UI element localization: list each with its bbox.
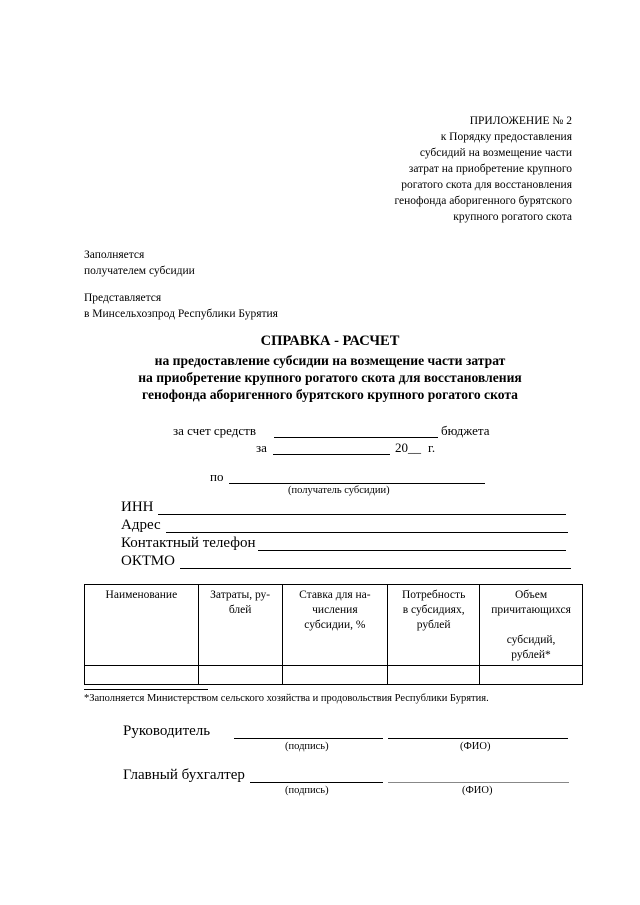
column-header-amount: Объем причитающихся субсидий, рублей* [480,585,583,666]
period-year-suffix: г. [428,440,436,455]
appendix-line: ПРИЛОЖЕНИЕ № 2 [469,115,572,127]
head-signature-caption: (подпись) [285,741,329,752]
document-title: СПРАВКА - РАСЧЕТ [260,333,400,349]
filled-by-note [84,247,195,279]
table-header-row [85,585,583,666]
submitted-to-line1: Представляется [84,292,162,304]
table-cell-costs[interactable] [198,666,282,685]
appendix-line: крупного рогатого скота [453,211,572,223]
table-row [85,666,583,685]
column-header-need: Потребность в субсидиях, рублей [388,585,480,666]
period-field[interactable] [273,454,390,455]
recipient-caption: (получатель субсидии) [288,485,390,496]
accountant-signature-caption: (подпись) [285,785,329,796]
accountant-name-caption: (ФИО) [462,785,493,796]
document-subtitle [60,352,600,403]
oktmo-label: ОКТМО [121,553,175,569]
submitted-to-note [84,290,278,322]
table-cell-name[interactable] [85,666,199,685]
phone-field[interactable] [258,550,566,551]
head-name-field[interactable] [388,738,568,739]
funding-suffix: бюджета [441,423,490,438]
subtitle-line1: на предоставление субсидии на возмещение части затрат [154,353,506,368]
column-header-rate: Ставка для на- числения субсидии, % [282,585,388,666]
address-field[interactable] [166,532,568,533]
column-header-name: Наименование [85,585,199,666]
table-cell-need[interactable] [388,666,480,685]
accountant-name-field[interactable] [388,782,569,783]
head-signature-field[interactable] [234,738,383,739]
recipient-prefix: по [210,469,224,484]
address-label: Адрес [121,517,161,533]
subtitle-line2: на приобретение крупного рогатого скота для восстановления [138,370,522,385]
table-cell-rate[interactable] [282,666,388,685]
funding-prefix: за счет средств [173,423,256,438]
subtitle-line3: генофонда аборигенного бурятского крупного рогатого скота [142,387,518,402]
appendix-line: к Порядку предоставления [440,131,572,143]
period-year-prefix: 20__ [395,440,421,455]
phone-label: Контактный телефон [121,535,256,551]
appendix-line: генофонда аборигенного бурятского [394,195,572,207]
appendix-line: субсидий на возмещение части [419,147,572,159]
footnote-separator [84,689,208,690]
submitted-to-line2: в Минсельхозпрод Республики Бурятия [84,308,278,320]
appendix-block [394,113,572,225]
calculation-table [84,584,583,685]
period-prefix: за [256,440,267,455]
recipient-field[interactable] [229,483,485,484]
accountant-label: Главный бухгалтер [123,767,245,783]
appendix-line: рогатого скота для восстановления [401,179,572,191]
funding-budget-field[interactable] [274,437,438,438]
accountant-signature-field[interactable] [250,782,383,783]
filled-by-line2: получателем субсидии [84,265,195,277]
column-header-costs: Затраты, ру- блей [198,585,282,666]
inn-field[interactable] [158,514,566,515]
appendix-line: затрат на приобретение крупного [408,163,572,175]
footnote: *Заполняется Министерством сельского хозяйства и продовольствия Республики Бурятия. [84,693,489,704]
inn-label: ИНН [121,499,154,515]
filled-by-line1: Заполняется [84,249,145,261]
table-cell-amount[interactable] [480,666,583,685]
oktmo-field[interactable] [180,568,571,569]
head-label: Руководитель [123,723,211,739]
head-name-caption: (ФИО) [460,741,491,752]
